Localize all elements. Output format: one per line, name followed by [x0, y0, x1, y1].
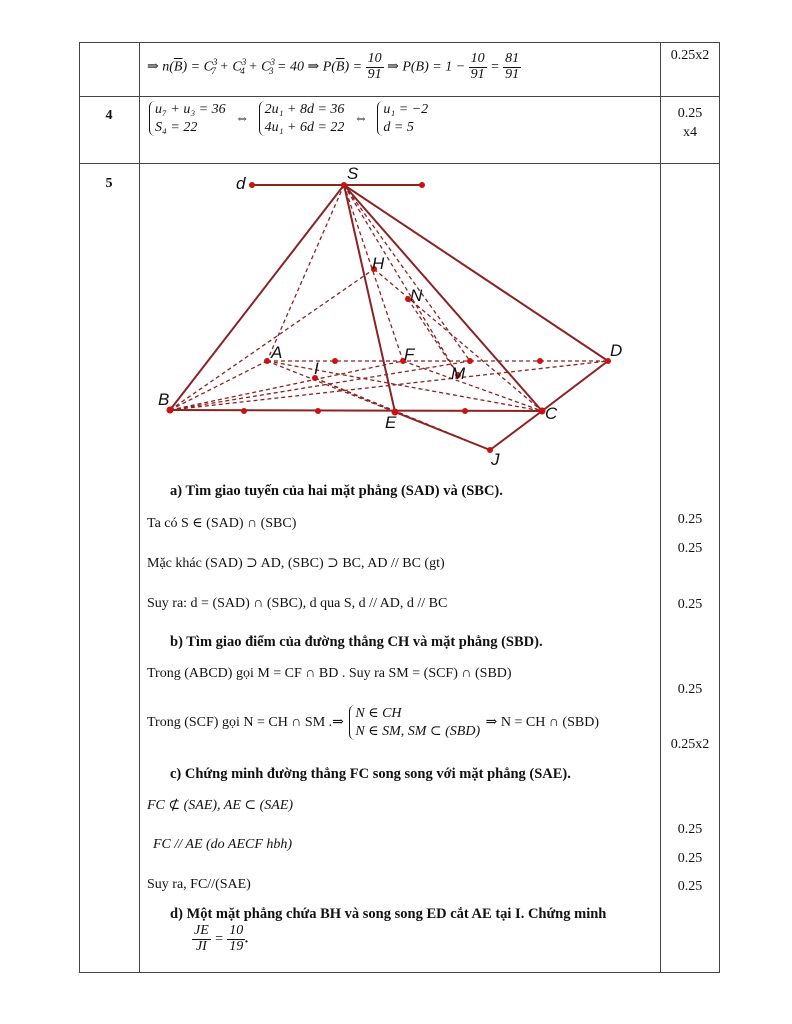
part-b-line2: Trong (SCF) gọi N = CH ∩ SM .⇒ N ∈ CH N ∈ SM, SM ⊂ (SBD) ⇒ N = CH ∩ (SBD)	[147, 706, 599, 739]
score-5-c2: 0.25	[677, 851, 703, 866]
label-J: J	[491, 450, 500, 469]
score-5-c3: 0.25	[677, 879, 703, 894]
part-c-line2: FC // AE (do AECF hbh)	[153, 837, 293, 852]
row-divider-2	[79, 163, 720, 164]
label-A: A	[271, 343, 283, 362]
label-M: M	[451, 364, 466, 383]
part-a-title: a) Tìm giao tuyến của hai mặt phẳng (SAD) và (SBC).	[170, 483, 503, 499]
label-E: E	[385, 413, 397, 432]
part-c-line3: Suy ra, FC//(SAE)	[147, 877, 251, 892]
score-5-a2: 0.25	[677, 541, 703, 556]
prob-formula: ⇒ $n(\overline{B}) = C^3_7 + C^3_4 + C^3_3 = 40$ ⇒ $P(\overline{B})$ = $\frac{10}{91}$ ⇒ P(B) = 1 − $\frac{10}{91}$ = $\frac{81}{91}$	[147, 51, 520, 82]
label-S: S	[347, 165, 359, 183]
score-5-a3: 0.25	[677, 597, 703, 612]
table-border-bottom	[79, 972, 720, 973]
label-C: C	[545, 404, 558, 423]
score-prev: 0.25x2	[670, 48, 710, 63]
geometry-figure	[140, 165, 660, 475]
table-border-top	[79, 42, 720, 43]
score-5-c1: 0.25	[677, 822, 703, 837]
part-a-line3: Suy ra: d = (SAD) ∩ (SBC), d qua S, d // AD, d // BC	[147, 596, 448, 611]
system-equations: u₇ + u₃ = 36 S₄ = 22 ⇔ 2u₁ + 8d = 36 4u₁ + 6d = 22 ⇔ u₁ = −2 d = 5	[147, 101, 430, 136]
score-4-b: x4	[683, 125, 697, 140]
part-a-line1: Ta có S ∈ (SAD) ∩ (SBC)	[147, 516, 297, 531]
score-5-b2: 0.25x2	[670, 737, 710, 752]
part-c-line1: FC ⊄ (SAE), AE ⊂ (SAE)	[147, 798, 294, 813]
part-a-line2: Mặc khác (SAD) ⊃ AD, (SBC) ⊃ BC, AD // BC (gt)	[147, 556, 445, 571]
label-F: F	[404, 345, 415, 364]
label-B: B	[158, 390, 170, 409]
label-I: I	[314, 359, 319, 378]
row-divider-1	[79, 96, 720, 97]
label-D: D	[610, 341, 623, 360]
score-5-b1: 0.25	[677, 682, 703, 697]
score-4-a: 0.25	[677, 106, 703, 121]
part-d-ratio: $\frac{JE}{JI}$ = $\frac{10}{19}$ .	[194, 923, 249, 954]
question-number-5: 5	[105, 176, 113, 191]
label-d: d	[236, 174, 246, 193]
part-c-title: c) Chứng minh đường thẳng FC song song với mặt phẳng (SAE).	[170, 766, 571, 782]
part-d-title: d) Một mặt phẳng chứa BH và song song ED cắt AE tại I. Chứng minh	[170, 906, 607, 922]
label-H: H	[372, 254, 385, 273]
score-5-a1: 0.25	[677, 512, 703, 527]
part-b-line1: Trong (ABCD) gọi M = CF ∩ BD . Suy ra SM = (SCF) ∩ (SBD)	[147, 666, 512, 681]
part-b-title: b) Tìm giao điểm của đường thẳng CH và mặt phẳng (SBD).	[170, 634, 543, 650]
question-number-4: 4	[105, 108, 113, 123]
label-N: N	[410, 286, 423, 305]
